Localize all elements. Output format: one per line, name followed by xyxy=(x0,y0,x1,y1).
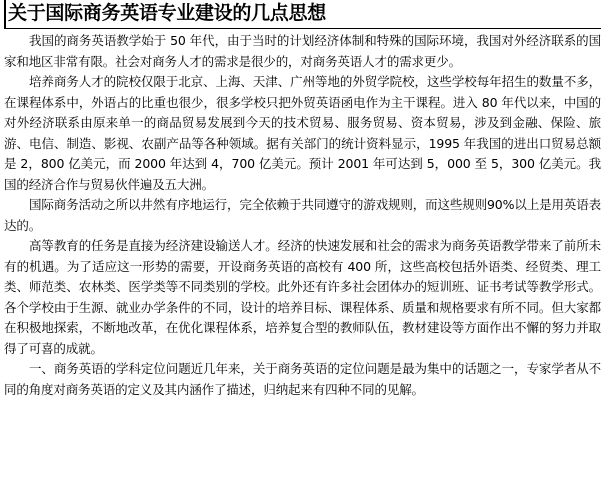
paragraph-4: 高等教育的任务是直接为经济建设输送人才。经济的快速发展和社会的需求为商务英语教学带来了前所未有的机遇。为了适应这一形势的需要，开设商务英语的高校有 400 所，这些高校包括外语类、经贸类、理工类、师范类、农林类、医学类等不同类别的学校。此外还有许多社会团体办的短训班、证书考试等教学形式。各个学校由于生源、就业办学条件的不同，设计的培养目标、课程体系、质量和规格要求有所不同。但大家都在积极地探索，不断地改革，在优化课程体系，培养复合型的教师队伍，教材建设等方面作出不懈的努力并取得了可喜的成就。 xyxy=(4,238,601,356)
document-body xyxy=(4,31,601,400)
paragraph-1: 我国的商务英语教学始于 50 年代，由于当时的计划经济体制和特殊的国际环境，我国对外经济联系的国家和地区非常有限。社会对商务人才的需求是很少的，对商务英语人才的需求更少。 xyxy=(4,33,601,69)
paragraph-5: 一、商务英语的学科定位问题近几年来，关于商务英语的定位问题是最为集中的话题之一，专家学者从不同的角度对商务英语的定义及其内涵作了描述，归纳起来有四种不同的见解。 xyxy=(4,361,601,397)
paragraph-2: 培养商务人才的院校仅限于北京、上海、天津、广州等地的外贸学院校，这些学校每年招生的数量不多，在课程体系中，外语占的比重也很少，很多学校只把外贸英语函电作为主干课程。进入 80 年代以来，中国的对外经济联系由原来单一的商品贸易发展到今天的技术贸易、服务贸易、资本贸易，涉及到金融、保险、旅游、电信、制造、影视、农副产品等各种领域。据有关部门的统计资料显示，1995 年我国的进出口贸易总额是 2，800 亿美元，而 2000 年达到 4，700 亿美元。预计 2001 年可达到 5，000 至 5，300 亿美元。我国的经济合作与贸易伙伴遍及五大洲。 xyxy=(4,74,601,192)
paragraph-3: 国际商务活动之所以井然有序地运行，完全依赖于共同遵守的游戏规则，而这些规则90%以上是用英语表达的。 xyxy=(4,197,601,233)
document-title: 关于国际商务英语专业建设的几点思想 xyxy=(4,0,601,29)
